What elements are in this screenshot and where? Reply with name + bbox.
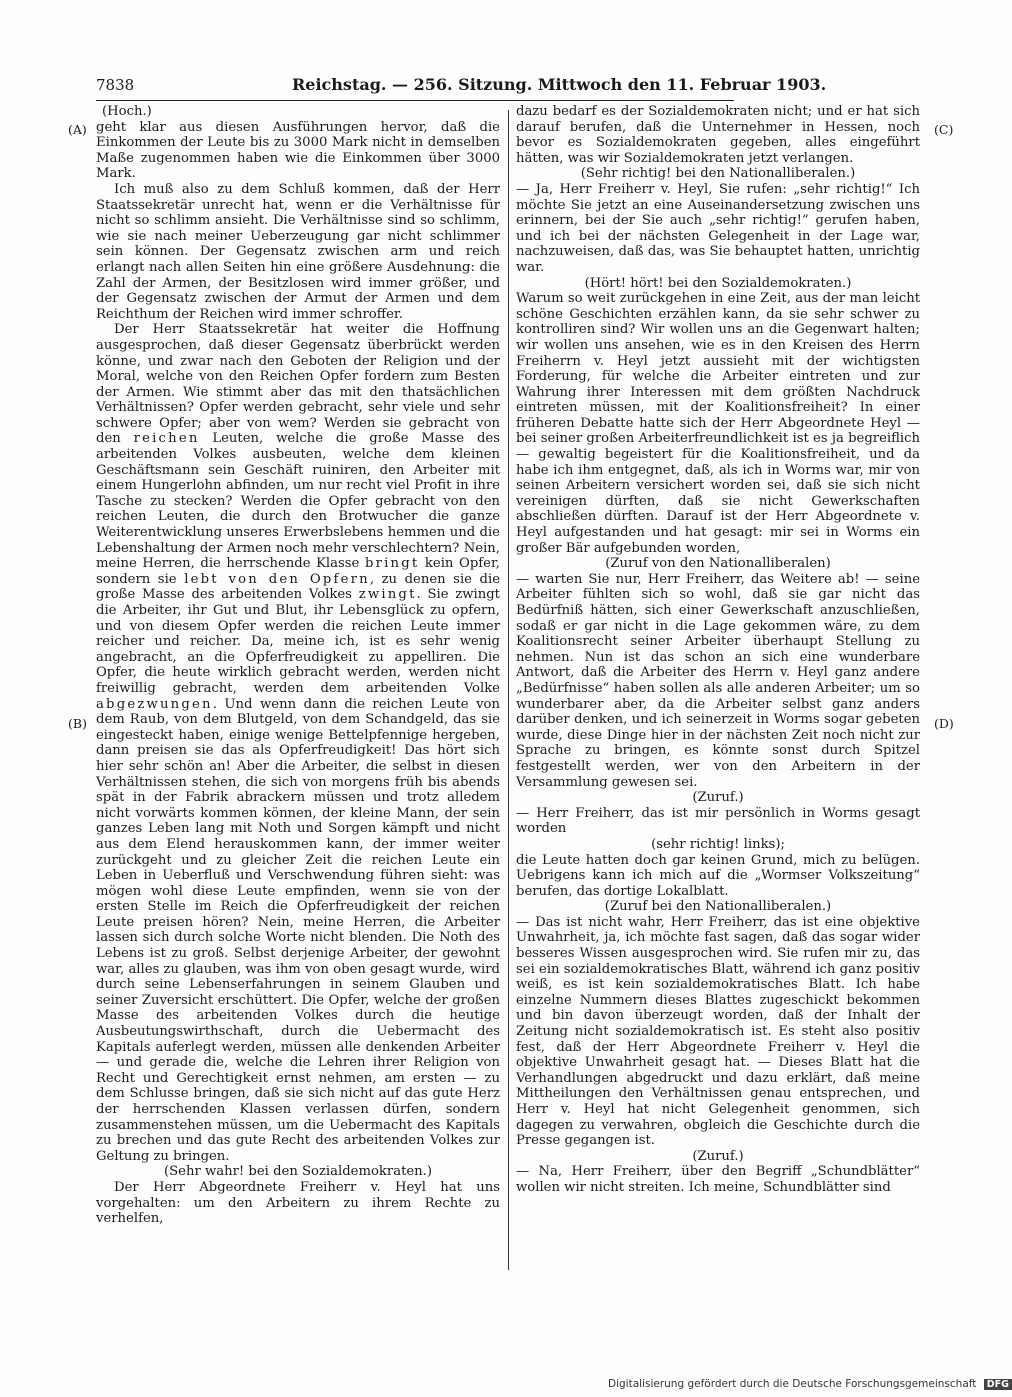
right-column <box>516 104 920 1196</box>
dfg-logo: DFG <box>984 1379 1012 1390</box>
left-column <box>96 104 500 1227</box>
paragraph: — Herr Freiherr, das ist mir persönlich in Worms gesagt worden <box>516 805 920 837</box>
paragraph <box>96 322 500 1164</box>
margin-marker-b: (B) <box>68 716 87 731</box>
column-divider <box>508 110 509 1270</box>
text-run: . Und wenn dann die reichen Leute von dem Raub, von dem Blutgeld, von dem Schandgeld, das sie eingesteckt haben, einige wenige Bettelpfennige hergeben, dann preisen sie das als Opferfreudigkeit! Das hört sich hier sehr schön an! Aber die Arbeiter, die selbst in diesen Verhältnissen stehen, die sich von morgens früh bis abends spät in der Fabrik abrackern müssen und trotz alledem nicht vorwärts kommen können, der kleine Mann, der sein ganzes Leben lang mit Noth und Sorgen kämpft und nicht aus dem Elend herauskommen kann, der immer weiter zurückgeht und zu gleicher Zeit die reichen Leute ein Leben in Ueberfluß und Verschwendung führen sieht: was mögen wohl diese Leute empfinden, wenn sie von der ersten Stelle im Reich die Opferfreudigkeit der reichen Leute preisen hören? Nein, meine Herren, die Arbeiter lassen sich durch solche Worte nicht blenden. Die Noth des Lebens ist zu groß. Selbst derjenige Arbeiter, der gewohnt war, alles zu glauben, was ihm von oben gesagt wurde, wird durch seine Lebenserfahrungen in seinem Glauben und seiner Zuversicht erschüttert. Die Opfer, welche der großen Masse des arbeitenden Volkes durch die heutige Ausbeutungswirthschaft, durch die Uebermacht des Kapitals auferlegt werden, müssen alle denkenden Arbeiter — und gerade die, welche die Lehren ihrer Religion von Recht und Gerechtigkeit ernst nehmen, am ersten — zu dem Schlusse bringen, daß sie sich nicht auf das gute Herz der herrschenden Klassen verlassen dürfen, sondern zusammenstehen müssen, um die Uebermacht des Kapitals zu brechen und das gute Recht des arbeitenden Volkes zur Geltung zu bringen. <box>96 696 500 1164</box>
paragraph: — Na, Herr Freiherr, über den Begriff „Schundblätter“ wollen wir nicht streiten. Ich meine, Schundblätter sind <box>516 1164 920 1195</box>
speaker-name: (Hoch.) <box>102 104 152 119</box>
paragraph: Der Herr Abgeordnete Freiherr v. Heyl hat uns vorgehalten: um den Arbeitern zu ihrem Rechte zu verhelfen, <box>96 1179 500 1227</box>
margin-marker-d: (D) <box>934 716 954 731</box>
credit-text: Digitalisierung gefördert durch die Deutsche Forschungsgemeinschaft <box>608 1378 977 1390</box>
interjection: (Sehr richtig! bei den Nationalliberalen.) <box>580 166 856 182</box>
text-run: Der Herr Staatssekretär hat weiter die Hoffnung ausgesprochen, daß dieser Gegensatz überbrückt werden könne, und zwar nach den Geboten der Religion und der Moral, welche von den Reichen Opfer fordern zum Besten der Armen. Wie stimmt aber das mit den thatsächlichen Verhältnissen? Opfer werden gebracht, sehr viele und sehr schwere Opfer; aber von wem? Werden sie gebracht von den <box>96 322 500 447</box>
spaced-emphasis: lebt von den Opfern <box>184 571 370 587</box>
running-title: Reichstag. — 256. Sitzung. Mittwoch den 11. Februar 1903. <box>292 75 827 94</box>
interjection: (Zuruf bei den Nationalliberalen.) <box>604 899 832 915</box>
page-header <box>96 74 827 101</box>
spaced-emphasis: bringt <box>364 556 420 572</box>
paragraph: die Leute hatten doch gar keinen Grund, mich zu belügen. Uebrigens kann ich mich auf die „Wormser Volkszeitung“ berufen, das dortige Lokalblatt. <box>516 852 920 899</box>
text-run: Leuten, welche die große Masse des arbeitenden Volkes ausbeuten, welche dem kleinen Geschäftsmann sein Geschäft ruiniren, den Arbeiter mit einem Hungerlohn abfinden, um nur recht viel Profit in ihre Tasche zu stecken? Werden die Opfer gebracht von den reichen Leuten, die durch den Brotwucher die ganze Weiterentwicklung unseres Erwerbslebens hemmen und die Lebenshaltung der Armen noch mehr verschlechtern? Nein, meine Herren, die herrschende Klasse <box>96 431 500 572</box>
paragraph: — Ja, Herr Freiherr v. Heyl, Sie rufen: „sehr richtig!“ Ich möchte Sie jetzt an eine Auseinandersetzung zwischen uns erinnern, bei der Sie auch „sehr richtig!“ gerufen haben, und ich bei der nächsten Gelegenheit in der Lage war, nachzuweisen, daß das, was Sie behauptet hatten, unrichtig war. <box>516 181 920 275</box>
text-run: kein Opfer, sondern sie <box>96 556 500 587</box>
interjection: (Zuruf.) <box>692 790 744 806</box>
margin-marker-a: (A) <box>68 122 87 137</box>
paragraph: — warten Sie nur, Herr Freiherr, das Weitere ab! — seine Arbeiter fühlten sich so wohl, daß sie gar nicht das Bedürfniß hätten, sich einer Gewerkschaft anzuschließen, sodaß er gar nicht in die Lage gekommen wäre, zu dem Koalitionsrecht seiner Arbeiter überhaupt Stellung zu nehmen. Nun ist das schon an sich eine wunderbare Antwort, daß die Arbeiter des Herrn v. Heyl ganz andere „Bedürfnisse“ haben sollen als alle anderen Arbeiter; um so wunderbarer aber, da die Arbeiter selbst ganz anders darüber denken, und ich seinerzeit in Worms sogar gebeten wurde, diese Dinge hier in der nächsten Zeit noch nicht zur Sprache zu bringen, es könnte sonst durch Spitzel festgestellt werden, wer von den Arbeitern in der Versammlung gewesen sei. <box>516 571 920 790</box>
page-number: 7838 <box>96 76 135 94</box>
paragraph: dazu bedarf es der Sozialdemokraten nicht; und er hat sich darauf berufen, daß die Unternehmer in Hessen, noch bevor es Sozialdemokraten gegeben, alles eingeführt hätten, was wir Sozialdemokraten jetzt verlangen. <box>516 104 920 166</box>
margin-marker-c: (C) <box>934 122 954 137</box>
spaced-emphasis: abgezwungen <box>96 696 213 712</box>
digitization-credit <box>608 1378 1012 1390</box>
text-run: , zu denen sie die große Masse des arbeitenden Volkes <box>96 571 500 603</box>
paragraph: geht klar aus diesen Ausführungen hervor, daß die Einkommen der Leute bis zu 3000 Mark nicht in demselben Maße zugenommen haben wie die Einkommen über 3000 Mark. <box>96 119 500 182</box>
paragraph: Ich muß also zu dem Schluß kommen, daß der Herr Staatssekretär unrecht hat, wenn er die Verhältnisse für nicht so schlimm ansieht. Die Verhältnisse sind so schlimm, wie sie nach meiner Ueberzeugung gar nicht schlimmer sein können. Der Gegensatz zwischen arm und reich erlangt nach allen Seiten hin eine größere Ausdehnung: die Zahl der Armen, der Besitzlosen wird immer größer, und der Gegensatz zwischen der Armut der Armen und dem Reichthum der Reichen wird immer schroffer. <box>96 181 500 322</box>
interjection: (Sehr wahr! bei den Sozialdemokraten.) <box>164 1164 432 1180</box>
spaced-emphasis: reichen <box>133 431 200 447</box>
interjection: (sehr richtig! links); <box>651 836 785 852</box>
paragraph: — Das ist nicht wahr, Herr Freiherr, das ist eine objektive Unwahrheit, ja, ich möchte fast sagen, daß das sogar wider besseres Wissen ausgesprochen wird. Sie rufen mir zu, das sei ein sozialdemokratisches Blatt, während ich ganz positiv weiß, es ist kein sozialdemokratisches Blatt. Ich habe einzelne Nummern dieses Blattes zugeschickt bekommen und bin davon überzeugt worden, daß der Inhalt der Zeitung nicht sozialdemokratisch ist. Es steht also positiv fest, daß der Herr Abgeordnete Freiherr v. Heyl die objektive Unwahrheit gesagt hat. — Dieses Blatt hat die Verhandlungen abgedruckt und dazu erklärt, daß meine Mittheilungen den Verhältnissen genau entsprechen, und Herr v. Heyl hat nicht Gelegenheit genommen, sich dagegen zu verwahren, obgleich die Geschichte durch die Presse gegangen ist. <box>516 914 920 1149</box>
interjection: (Zuruf.) <box>692 1148 744 1164</box>
text-run: . Sie zwingt die Arbeiter, ihr Gut und Blut, ihr Lebensglück zu opfern, und von diesem Opfer werden die reichen Leute immer reicher und reicher. Da, meine ich, ist es sehr wenig angebracht, an die Opferfreudigkeit zu appelliren. Die Opfer, die heute wirklich gebracht werden, werden nicht freiwillig gebracht, werden dem arbeitenden Volke <box>96 587 500 696</box>
interjection: (Zuruf von den Nationalliberalen) <box>605 556 831 572</box>
paragraph: Warum so weit zurückgehen in eine Zeit, aus der man leicht schöne Geschichten erzählen kann, da sie sehr schwer zu kontrolliren sind? Wir wollen uns an die Gegenwart halten; wir wollen uns ansehen, wie es in den Kreisen des Herrn Freiherrn v. Heyl jetzt aussieht mit der wichtigsten Forderung, für welche die Arbeiter eintreten und zur Wahrung ihrer Interessen mit dem größten Nachdruck eintreten müssen, mit der Koalitionsfreiheit? In einer früheren Debatte hatte sich der Herr Abgeordnete Heyl — bei seiner großen Arbeiterfreundlichkeit ist es ja begreiflich — gewaltig begeistert für die Koalitionsfreiheit, und da habe ich ihm entgegnet, daß, als ich in Worms war, mir von seinen Arbeitern versichert worden sei, daß sie sich nicht vereinigen dürften, daß sie nicht Gewerkschaften abschließen dürften. Darauf ist der Herr Abgeordnete v. Heyl aufgestanden und hat gesagt: mir sei in Worms ein großer Bär aufgebunden worden, <box>516 291 920 556</box>
spaced-emphasis: zwingt <box>358 587 417 603</box>
interjection: (Hört! hört! bei den Sozialdemokraten.) <box>584 275 852 291</box>
